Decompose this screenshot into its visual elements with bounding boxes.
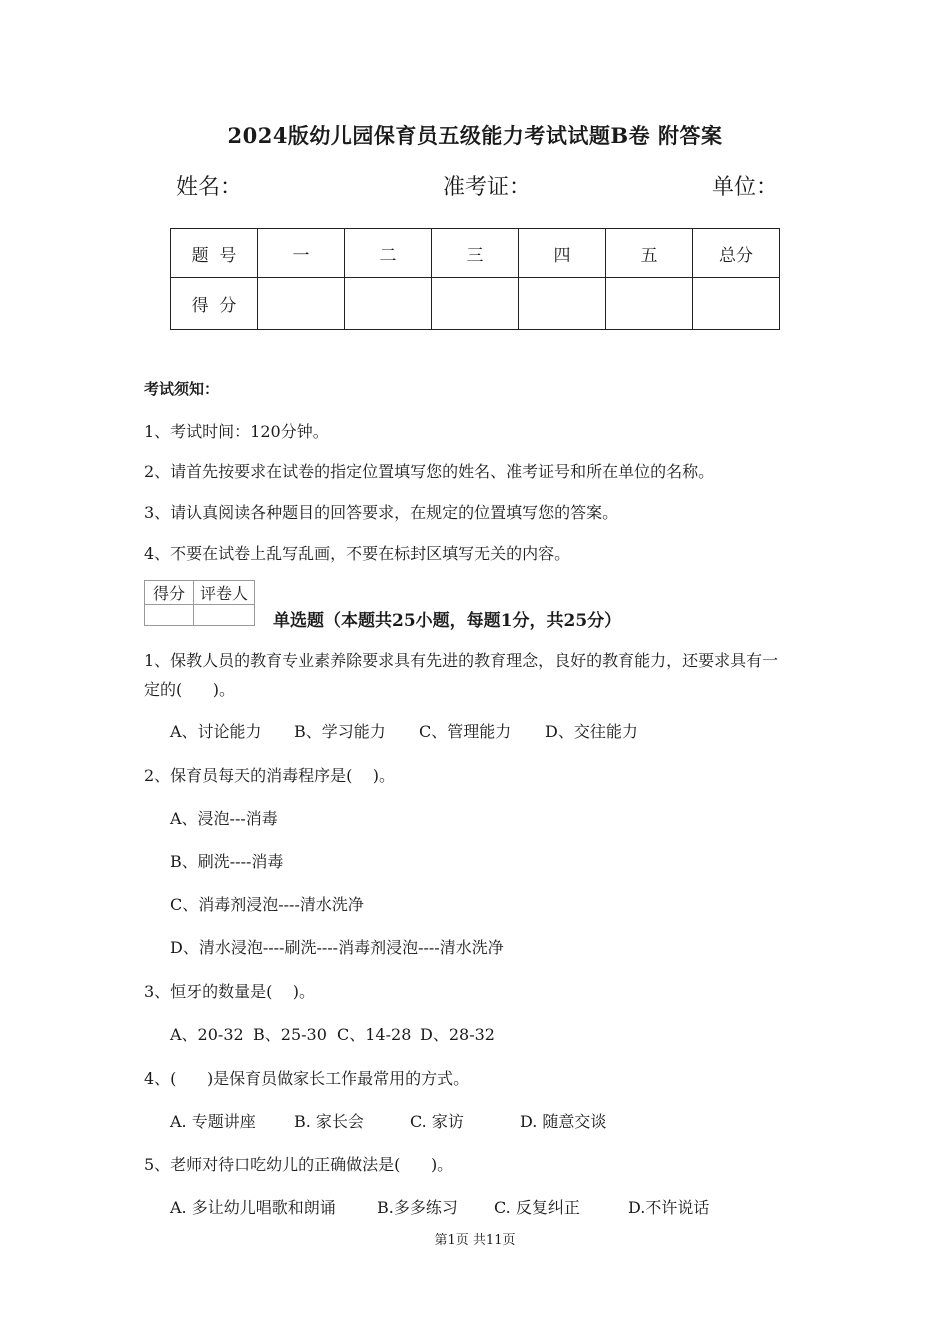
exam-number-label: 准考证： <box>443 175 532 200</box>
option[interactable]: D. 随意交谈 <box>520 1112 607 1131</box>
notice-item: 4、不要在试卷上乱写乱画，不要在标封区填写无关的内容。 <box>144 544 571 563</box>
grader-name-label: 评卷人 <box>194 581 255 605</box>
option[interactable]: B、25-30 <box>253 1025 327 1044</box>
option[interactable]: B.多多练习 <box>377 1198 458 1217</box>
score-column-2: 二 <box>345 229 432 278</box>
score-column-4: 四 <box>519 229 606 278</box>
score-label: 得 分 <box>171 278 258 330</box>
page-footer: 第1页 共11页 <box>434 1233 516 1248</box>
grader-score-label: 得分 <box>145 581 194 605</box>
option[interactable]: B. 家长会 <box>294 1112 364 1131</box>
score-column-5: 五 <box>606 229 693 278</box>
score-cell[interactable] <box>519 278 606 330</box>
option[interactable]: D、交往能力 <box>545 722 638 741</box>
notice-heading: 考试须知： <box>144 380 220 398</box>
section-title: 单选题（本题共25小题，每题1分，共25分） <box>273 611 622 631</box>
option[interactable]: A. 多让幼儿唱歌和朗诵 <box>170 1198 336 1217</box>
score-table <box>170 228 780 330</box>
score-column-1: 一 <box>258 229 345 278</box>
exam-title: 2024版幼儿园保育员五级能力考试试题B卷 附答案 <box>227 123 723 148</box>
option[interactable]: B、学习能力 <box>294 722 386 741</box>
score-column-3: 三 <box>432 229 519 278</box>
score-cell[interactable] <box>693 278 780 330</box>
option[interactable]: D、清水浸泡----刷洗----消毒剂浸泡----清水洗净 <box>170 938 504 957</box>
question-stem-continued: 定的( )。 <box>144 680 236 699</box>
question-stem: 2、保育员每天的消毒程序是( )。 <box>144 766 396 785</box>
options-row <box>170 1022 495 1045</box>
score-cell[interactable] <box>606 278 693 330</box>
option[interactable]: C. 反复纠正 <box>494 1198 580 1217</box>
question-stem: 1、保教人员的教育专业素养除要求具有先进的教育理念，良好的教育能力，还要求具有一 <box>144 651 779 670</box>
grader-box <box>144 580 255 626</box>
option[interactable]: C、管理能力 <box>419 722 512 741</box>
notice-item: 2、请首先按要求在试卷的指定位置填写您的姓名、准考证号和所在单位的名称。 <box>144 462 715 481</box>
score-cell[interactable] <box>345 278 432 330</box>
notice-item: 1、考试时间：120分钟。 <box>144 422 329 441</box>
unit-label: 单位： <box>712 175 779 200</box>
option[interactable]: D、28-32 <box>420 1025 495 1044</box>
score-cell[interactable] <box>432 278 519 330</box>
option[interactable]: A、讨论能力 <box>170 722 262 741</box>
option[interactable]: A、浸泡---消毒 <box>170 809 278 828</box>
option[interactable]: A、20-32 <box>170 1025 244 1044</box>
grader-name-cell[interactable] <box>194 605 255 626</box>
question-number-label: 题 号 <box>171 229 258 278</box>
option[interactable]: C. 家访 <box>410 1112 464 1131</box>
score-table-header-row <box>171 229 780 278</box>
grader-score-cell[interactable] <box>145 605 194 626</box>
name-label: 姓名： <box>176 175 243 200</box>
question-stem: 5、老师对待口吃幼儿的正确做法是( )。 <box>144 1155 454 1174</box>
option[interactable]: A. 专题讲座 <box>170 1112 256 1131</box>
question-stem: 4、( )是保育员做家长工作最常用的方式。 <box>144 1069 470 1088</box>
score-column-total: 总分 <box>693 229 780 278</box>
options-row <box>170 1195 709 1218</box>
options-row <box>170 1109 606 1132</box>
score-table-score-row <box>171 278 780 330</box>
option[interactable]: B、刷洗----消毒 <box>170 852 284 871</box>
option[interactable]: C、14-28 <box>337 1025 412 1044</box>
notice-item: 3、请认真阅读各种题目的回答要求，在规定的位置填写您的答案。 <box>144 503 619 522</box>
options-row <box>170 719 638 742</box>
question-stem: 3、恒牙的数量是( )。 <box>144 982 316 1001</box>
option[interactable]: C、消毒剂浸泡----清水洗净 <box>170 895 364 914</box>
score-cell[interactable] <box>258 278 345 330</box>
option[interactable]: D.不许说话 <box>628 1198 710 1217</box>
